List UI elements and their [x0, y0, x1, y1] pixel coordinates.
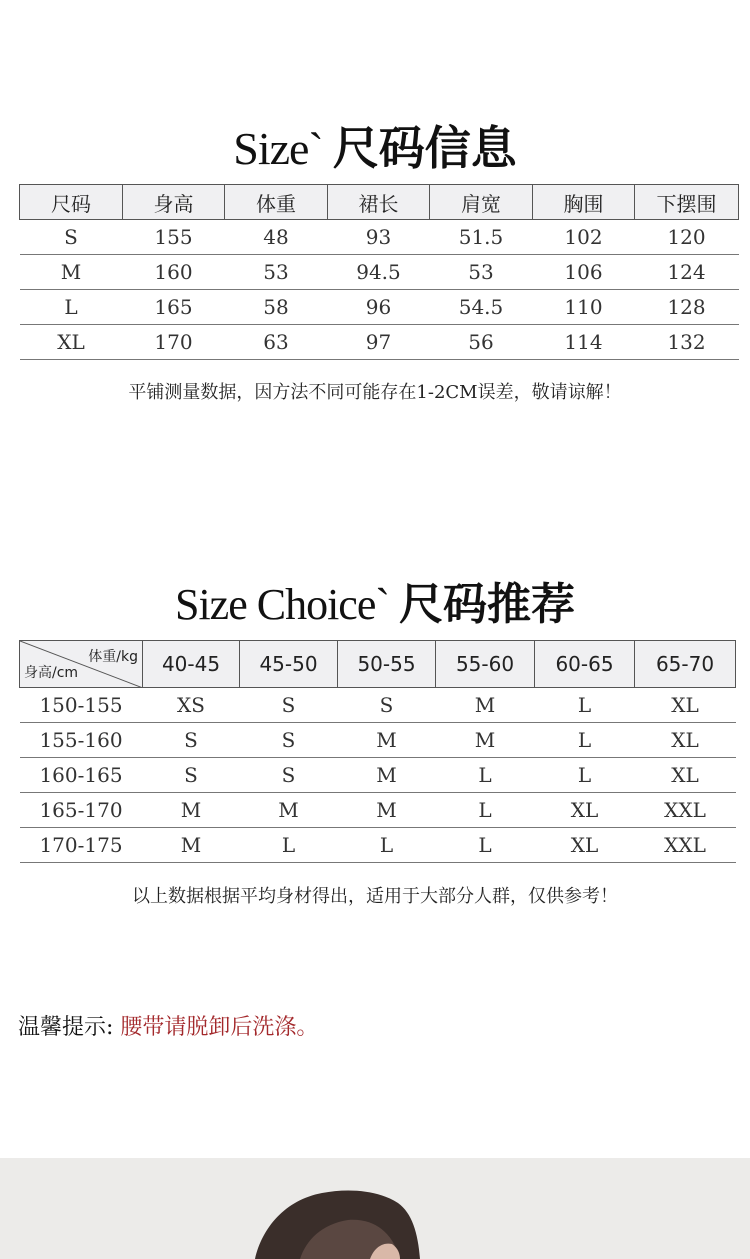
size-info-cell: 93: [328, 220, 430, 255]
weight-range-header-cell: 40-45: [143, 641, 240, 688]
size-info-cell: 48: [225, 220, 328, 255]
recommended-size-cell: M: [338, 793, 436, 828]
recommended-size-cell: S: [338, 688, 436, 723]
size-recommendation-row: [20, 758, 736, 793]
size-recommendation-row: [20, 723, 736, 758]
size-info-cell: 160: [123, 255, 225, 290]
size-info-cell: 97: [328, 325, 430, 360]
recommendation-note: 以上数据根据平均身材得出，适用于大部分人群，仅供参考！: [132, 886, 618, 907]
recommended-size-cell: M: [436, 723, 535, 758]
size-info-header-cell: 尺码: [20, 185, 123, 220]
recommended-size-cell: XS: [143, 688, 240, 723]
size-info-cell: 170: [123, 325, 225, 360]
size-info-header-cell: 下摆围: [635, 185, 739, 220]
recommended-size-cell: L: [240, 828, 338, 863]
recommended-size-cell: M: [436, 688, 535, 723]
size-info-cell: 128: [635, 290, 739, 325]
size-info-cell: 155: [123, 220, 225, 255]
size-info-cell: 114: [533, 325, 635, 360]
size-info-row: [20, 290, 739, 325]
care-tip: [18, 1010, 318, 1041]
recommended-size-cell: XL: [635, 723, 736, 758]
size-info-cell: 96: [328, 290, 430, 325]
size-info-cell: XL: [20, 325, 123, 360]
weight-axis-label: 体重/kg: [88, 649, 138, 665]
size-info-cell: 63: [225, 325, 328, 360]
corner-header-cell: [20, 641, 143, 688]
size-info-cell: 110: [533, 290, 635, 325]
size-info-header-cell: 身高: [123, 185, 225, 220]
size-info-cell: 53: [225, 255, 328, 290]
size-info-header-cell: 肩宽: [430, 185, 533, 220]
size-info-cell: 120: [635, 220, 739, 255]
size-info-row: [20, 325, 739, 360]
size-info-cell: L: [20, 290, 123, 325]
size-info-cell: 53: [430, 255, 533, 290]
recommended-size-cell: M: [143, 793, 240, 828]
recommended-size-cell: M: [240, 793, 338, 828]
recommended-size-cell: XL: [535, 828, 635, 863]
recommended-size-cell: XL: [635, 758, 736, 793]
size-choice-title: [0, 568, 750, 632]
size-recommendation-row: [20, 828, 736, 863]
size-choice-title-cn: 尺码推荐: [399, 579, 576, 630]
height-range-cell: 150-155: [20, 688, 143, 723]
recommended-size-cell: S: [143, 758, 240, 793]
care-tip-text: 腰带请脱卸后洗涤。: [120, 1015, 319, 1040]
recommended-size-cell: XL: [535, 793, 635, 828]
size-info-cell: 132: [635, 325, 739, 360]
weight-range-header-cell: 65-70: [635, 641, 736, 688]
recommended-size-cell: L: [535, 723, 635, 758]
size-recommendation-row: [20, 793, 736, 828]
recommended-size-cell: M: [338, 723, 436, 758]
weight-range-header-cell: 60-65: [535, 641, 635, 688]
size-info-header-cell: 胸围: [533, 185, 635, 220]
recommended-size-cell: XXL: [635, 793, 736, 828]
recommended-size-cell: L: [535, 688, 635, 723]
size-info-cell: 58: [225, 290, 328, 325]
size-info-row: [20, 220, 739, 255]
height-axis-label: 身高/cm: [24, 665, 79, 681]
size-info-cell: 94.5: [328, 255, 430, 290]
size-info-header-row: [20, 185, 739, 220]
size-info-cell: 54.5: [430, 290, 533, 325]
weight-range-header-cell: 45-50: [240, 641, 338, 688]
recommended-size-cell: XXL: [635, 828, 736, 863]
recommended-size-cell: S: [240, 688, 338, 723]
recommended-size-cell: S: [240, 758, 338, 793]
size-info-title-cn: 尺码信息: [332, 121, 517, 175]
model-photo: [0, 1158, 750, 1259]
measurement-note: 平铺测量数据，因方法不同可能存在1-2CM误差，敬请谅解！: [128, 382, 622, 403]
recommended-size-cell: M: [338, 758, 436, 793]
height-range-cell: 170-175: [20, 828, 143, 863]
recommended-size-cell: M: [143, 828, 240, 863]
size-info-cell: 124: [635, 255, 739, 290]
size-info-cell: M: [20, 255, 123, 290]
size-info-header-cell: 体重: [225, 185, 328, 220]
size-recommendation-row: [20, 688, 736, 723]
height-range-cell: 155-160: [20, 723, 143, 758]
size-info-cell: 102: [533, 220, 635, 255]
size-recommendation-header-row: [20, 641, 736, 688]
size-info-cell: S: [20, 220, 123, 255]
model-hair-illustration: [0, 1158, 750, 1259]
height-range-cell: 160-165: [20, 758, 143, 793]
recommended-size-cell: S: [143, 723, 240, 758]
recommended-size-cell: L: [338, 828, 436, 863]
size-info-header-cell: 裙长: [328, 185, 430, 220]
recommended-size-cell: L: [436, 793, 535, 828]
size-info-cell: 106: [533, 255, 635, 290]
recommended-size-cell: L: [535, 758, 635, 793]
size-info-cell: 56: [430, 325, 533, 360]
weight-range-header-cell: 55-60: [436, 641, 535, 688]
size-choice-title-latin: Size Choice`: [174, 580, 390, 629]
size-info-row: [20, 255, 739, 290]
size-recommendation-table: [19, 640, 736, 863]
recommended-size-cell: L: [436, 758, 535, 793]
height-range-cell: 165-170: [20, 793, 143, 828]
weight-range-header-cell: 50-55: [338, 641, 436, 688]
size-info-cell: 165: [123, 290, 225, 325]
size-info-table: [19, 184, 739, 360]
recommended-size-cell: S: [240, 723, 338, 758]
size-info-title-latin: Size`: [233, 123, 323, 174]
recommended-size-cell: L: [436, 828, 535, 863]
size-info-title: [0, 112, 750, 178]
recommended-size-cell: XL: [635, 688, 736, 723]
care-tip-label: 温馨提示:: [18, 1015, 121, 1040]
size-info-cell: 51.5: [430, 220, 533, 255]
